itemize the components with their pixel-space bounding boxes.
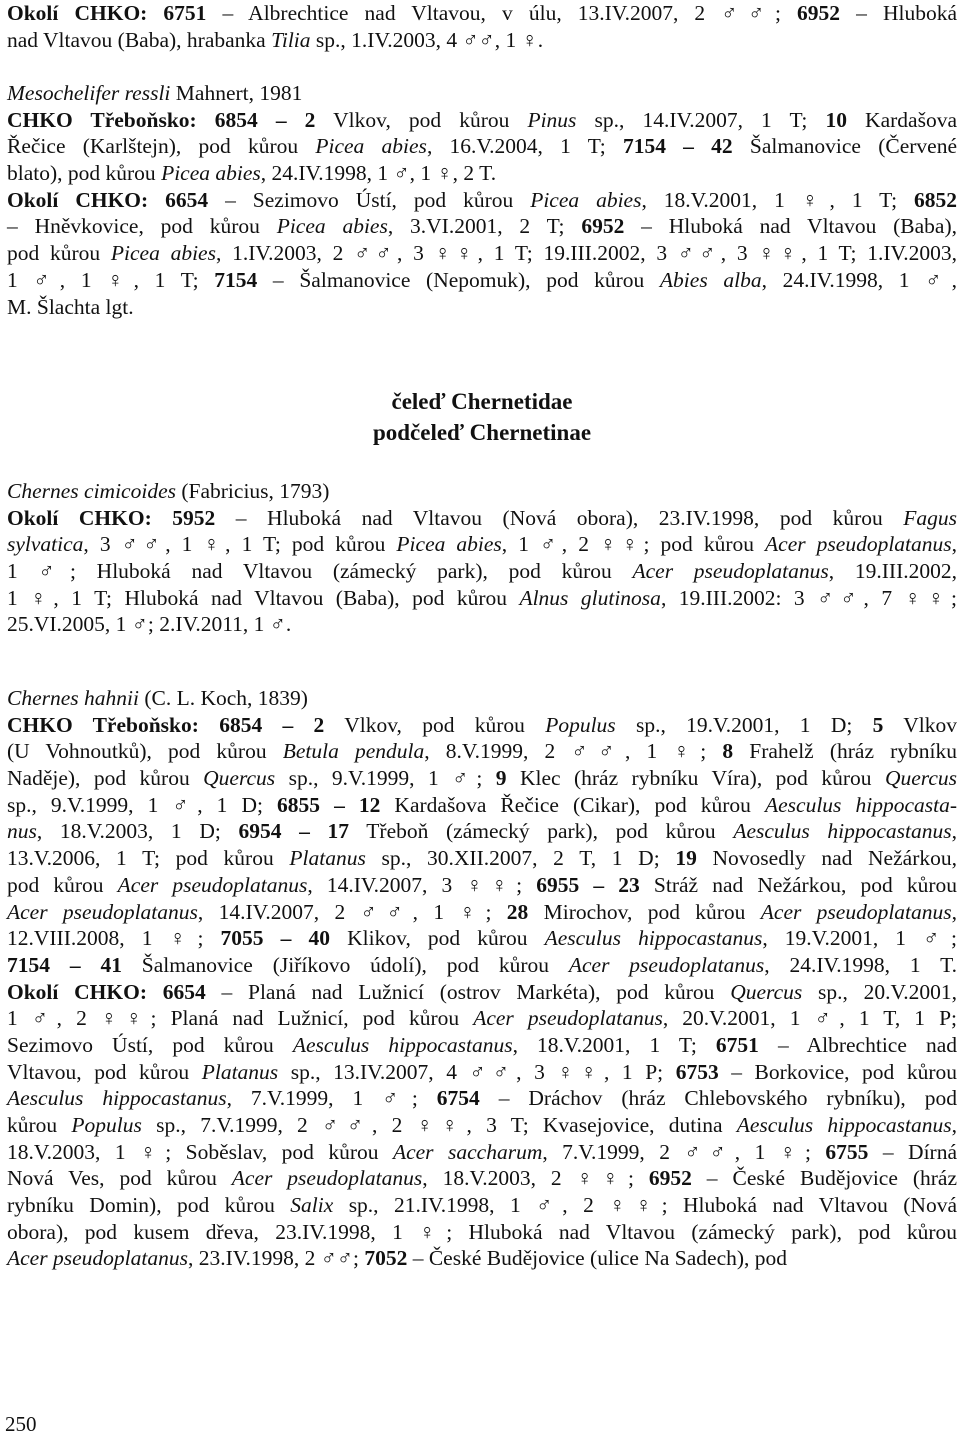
text-segment: – Borkovice, pod kůrou [718, 1059, 958, 1084]
bold-segment: 6952 [581, 214, 625, 239]
text-segment: , 8.V.1999, 2 ♂♂, 1 ♀; [424, 739, 723, 764]
text-line [7, 1085, 957, 1112]
taxon-name: Populus [545, 712, 616, 737]
text-segment: (Fabricius, 1793) [175, 479, 330, 503]
text-line [7, 267, 957, 294]
taxon-name: Chernes cimicoides [7, 479, 176, 503]
taxon-name: Acer pseudoplatanus [765, 532, 952, 557]
text-segment: sp., 21.IV.1998, 1 ♂, 2 ♀♀; Hluboká nad Vltavou (Nová [333, 1193, 957, 1218]
text-line [7, 1219, 957, 1246]
text-segment: , 14.IV.2007, 3 ♀♀; [307, 872, 537, 897]
text-segment: , 3 ♂♂, 1 ♀, 1 T; pod kůrou [83, 532, 397, 557]
text-segment: blato), pod kůrou [7, 161, 162, 186]
heading-subfamily: podčeleď Chernetinae [372, 420, 592, 445]
text-segment: – Albrechtice nad [758, 1032, 957, 1057]
text-segment: Třeboň (zámecký park), pod kůrou [349, 819, 734, 844]
text-segment: sp., 30.XII.2007, 2 T, 1 D; [365, 846, 676, 871]
text-segment: sp., 19.V.2001, 1 D; [615, 712, 873, 737]
taxon-name: Picea abies [276, 214, 388, 239]
text-line [7, 80, 957, 107]
text-segment: sp., 7.V.1999, 2 ♂♂, 2 ♀♀, 3 T; Kvasejovice, dutina [141, 1113, 737, 1137]
bold-segment: 6855 – 12 [277, 792, 381, 817]
text-segment: Frahelž (hráz rybníku [733, 739, 957, 764]
taxon-name: nus [7, 819, 37, 844]
text-segment: sp., 14.IV.2007, 1 T; [576, 107, 826, 132]
taxon-name: Tilia [271, 27, 311, 52]
text-line [7, 765, 957, 792]
text-segment: sp., 9.V.1999, 1 ♂; [275, 766, 496, 791]
text-line [7, 558, 957, 585]
taxon-name: Acer pseudoplatanus [632, 559, 829, 584]
text-line [7, 27, 957, 54]
text-line [7, 979, 957, 1006]
text-line [7, 1059, 957, 1086]
text-segment: , [951, 532, 958, 557]
taxon-name: Mesochelifer ressli [7, 81, 171, 105]
taxon-name: Abies alba [659, 267, 762, 292]
taxon-name: Acer pseudoplatanus [568, 952, 765, 977]
text-line [7, 1192, 957, 1219]
text-segment: Sezimovo Ústí, pod kůrou [7, 1032, 293, 1057]
text-segment: , 18.V.2001, 1 T; [512, 1032, 716, 1057]
taxon-name: Acer pseudoplatanus [473, 1006, 663, 1031]
taxon-name: Picea abies [530, 187, 642, 212]
text-segment: – České Budějovice (ulice Na Sadech), pod [407, 1246, 788, 1271]
text-line [7, 1165, 957, 1192]
taxon-name: Salix [290, 1193, 334, 1218]
bold-segment: 6751 [163, 1, 207, 25]
text-segment: , 24.IV.1998, 1 T. [764, 952, 957, 977]
text-segment: , [951, 1113, 957, 1137]
taxon-name: Aesculus hippocastanus [736, 1113, 952, 1137]
taxon-name: Acer pseudoplatanus [7, 1246, 188, 1271]
taxon-name: Betula pendula [282, 739, 425, 764]
taxon-name: Acer pseudoplatanus [231, 1166, 423, 1191]
bold-segment: 19 [675, 846, 697, 871]
bold-segment: CHKO Třeboňsko: [7, 712, 220, 737]
taxon-name: Quercus [203, 766, 276, 791]
text-segment: – Albrechtice nad Vltavou, v úlu, 13.IV.2007, 2 ♂♂; [206, 1, 798, 25]
text-line [7, 712, 957, 739]
page-number: 250 [5, 1412, 37, 1436]
taxon-name: Picea abies [315, 134, 427, 159]
text-segment: sp., 20.V.2001, [802, 979, 957, 1004]
bold-segment: 5 [872, 712, 884, 737]
text-segment: Šalmanovice (Červené [732, 134, 957, 159]
bold-segment: 9 [495, 766, 507, 791]
bold-segment: 6754 [436, 1086, 480, 1111]
bold-segment: 6755 [825, 1139, 869, 1164]
text-segment: 1 ♂; Hluboká nad Vltavou (zámecký park), pod kůrou [7, 559, 633, 584]
taxon-name: Aesculus hippocasta- [765, 792, 957, 817]
taxon-name: sylvatica [7, 532, 84, 557]
text-segment: , 14.IV.2007, 2 ♂♂, 1 ♀; [197, 899, 507, 924]
text-line [7, 899, 957, 926]
text-segment: – Hluboká [840, 1, 958, 25]
text-segment: Naděje), pod kůrou [7, 766, 204, 791]
text-segment: sp., 13.IV.2007, 4 ♂♂, 3 ♀♀, 1 P; [278, 1059, 676, 1084]
text-segment: , 1 ♂, 2 ♀♀; pod kůrou [501, 532, 766, 557]
text-segment: , 19.V.2001, 1 ♂; [762, 926, 957, 951]
text-segment: , 18.V.2003, 2 ♀♀; [422, 1166, 649, 1191]
taxon-name: Quercus [730, 979, 803, 1004]
text-segment: Vltavou, pod kůrou [7, 1059, 202, 1084]
text-segment: 13.V.2006, 1 T; pod kůrou [7, 846, 290, 871]
text-segment: , 23.IV.1998, 2 ♂♂; [187, 1246, 365, 1271]
bold-segment: 7052 [364, 1246, 408, 1271]
taxon-name: Aesculus hippocastanus [733, 819, 952, 844]
text-line [7, 872, 957, 899]
bold-segment: Okolí CHKO: [7, 1, 164, 25]
text-line [7, 0, 957, 27]
text-line [7, 738, 957, 765]
text-segment: Vlkov [883, 712, 958, 737]
text-segment: , 1.IV.2003, 2 ♂♂, 3 ♀♀, 1 T; 19.III.2002, 3 ♂♂, 3 ♀♀, 1 T; 1.IV.2003, [215, 241, 957, 266]
text-segment: Stráž nad Nežárkou, pod kůrou [639, 872, 957, 897]
text-segment: 12.VIII.2008, 1 ♀; [7, 926, 221, 951]
text-segment: , 20.V.2001, 1 ♂, 1 T, 1 P; [662, 1006, 958, 1031]
taxon-name: Picea abies [396, 532, 502, 557]
taxon-name: Aesculus hippocastanus [7, 1086, 227, 1111]
text-line [7, 1005, 957, 1032]
paragraph-mesochelifer-ressli [7, 80, 957, 320]
text-segment: Kardašova [846, 107, 957, 132]
taxon-name: Picea abies [110, 241, 216, 266]
text-segment: pod kůrou [7, 872, 118, 897]
bold-segment: CHKO Třeboňsko: [7, 107, 215, 132]
bold-segment: 6854 – 2 [219, 712, 325, 737]
bold-segment: 6955 – 23 [536, 872, 640, 897]
paragraph-okoli-chko-1 [7, 0, 957, 53]
text-segment: Šalmanovice (Jiříkovo údolí), pod kůrou [121, 952, 569, 977]
paragraph-chernes-cimicoides [7, 478, 957, 638]
taxon-name: Picea abies [161, 161, 261, 186]
text-segment: 25.VI.2005, 1 ♂; 2.IV.2011, 1 ♂. [7, 612, 292, 637]
text-line [7, 611, 957, 638]
text-segment: nad Vltavou (Baba), hrabanka [7, 27, 272, 52]
text-segment: , [951, 899, 958, 924]
text-segment: Kardašova Řečice (Cikar), pod kůrou [380, 792, 765, 817]
text-segment: , 7.V.1999, 1 ♂; [226, 1086, 437, 1111]
taxon-name: Populus [71, 1113, 142, 1137]
taxon-name: Platanus [289, 846, 366, 871]
text-segment: Nová Ves, pod kůrou [7, 1166, 232, 1191]
text-segment: 18.V.2003, 1 ♀; Soběslav, pod kůrou [7, 1139, 393, 1164]
text-line [7, 187, 957, 214]
taxon-name: Aesculus hippocastanus [292, 1032, 513, 1057]
text-line [7, 1139, 957, 1166]
text-segment: Řečice (Karlštejn), pod kůrou [7, 134, 316, 159]
text-segment: – Hněvkovice, pod kůrou [7, 214, 277, 239]
text-segment: , [951, 819, 958, 844]
text-line [7, 818, 957, 845]
text-line [7, 531, 957, 558]
text-line [7, 294, 957, 321]
text-segment: , 19.III.2002: 3 ♂♂, 7 ♀♀; [660, 585, 957, 610]
text-segment: obora), pod kusem dřeva, 23.IV.1998, 1 ♀; Hluboká nad Vltavou (zámecký park), pod kůrou [7, 1219, 957, 1244]
text-segment: Klikov, pod kůrou [330, 926, 545, 951]
bold-segment: 6952 [797, 1, 841, 25]
text-segment: – České Budějovice (hráz [691, 1166, 957, 1191]
text-segment: kůrou [7, 1113, 72, 1137]
text-segment: , 7.V.1999, 2 ♂♂, 1 ♀; [542, 1139, 826, 1164]
text-segment: – Planá nad Lužnicí (ostrov Markéta), pod kůrou [205, 979, 731, 1004]
text-segment: M. Šlachta lgt. [7, 294, 134, 319]
text-segment: , 3.VI.2001, 2 T; [387, 214, 582, 239]
taxon-name: Pinus [527, 107, 577, 132]
text-segment: – Hluboká nad Vltavou (Nová obora), 23.IV.1998, pod kůrou [215, 505, 904, 530]
bold-segment: 28 [506, 899, 529, 924]
bold-segment: 7154 [214, 267, 258, 292]
taxon-name: Acer pseudoplatanus [117, 872, 308, 897]
text-segment: (U Vohnoutků), pod kůrou [7, 739, 283, 764]
taxon-name: Quercus [884, 766, 957, 791]
bold-segment: Okolí CHKO: [7, 187, 166, 212]
bold-segment: Okolí CHKO: [7, 505, 173, 530]
text-line [7, 952, 957, 979]
text-line [7, 925, 957, 952]
text-segment: – Hluboká nad Vltavou (Baba), [624, 214, 958, 239]
taxon-name: Aesculus hippocastanus [544, 926, 763, 951]
text-line [7, 478, 957, 505]
taxon-name: Alnus glutinosa [519, 585, 661, 610]
text-segment: Novosedly nad Nežárkou, [696, 846, 957, 871]
text-line [7, 792, 957, 819]
taxon-name: Fagus [903, 505, 957, 530]
bold-segment: 7154 – 41 [7, 952, 122, 977]
text-line [7, 685, 957, 712]
heading-family: čeleď Chernetidae [391, 389, 573, 414]
text-segment: , 19.III.2002, [828, 559, 957, 584]
bold-segment: 6952 [648, 1166, 692, 1191]
taxon-name: Chernes hahnii [7, 686, 139, 710]
text-segment: , 16.V.2004, 1 T; [426, 134, 623, 159]
text-segment: sp., 1.IV.2003, 4 ♂♂, 1 ♀. [310, 27, 544, 52]
bold-segment: 6852 [914, 187, 958, 212]
bold-segment: Okolí CHKO: 6654 [7, 979, 206, 1004]
bold-segment: 7055 – 40 [220, 926, 331, 951]
text-line [7, 1112, 957, 1139]
taxon-name: Acer saccharum [392, 1139, 543, 1164]
bold-segment: 6751 [715, 1032, 759, 1057]
text-segment: Vlkov, pod kůrou [315, 107, 528, 132]
text-segment: , 24.IV.1998, 1 ♂, 1 ♀, 2 T. [260, 161, 497, 186]
bold-segment: 10 [825, 107, 847, 132]
text-segment: 1 ♂, 1 ♀, 1 T; [7, 267, 215, 292]
bold-segment: 6954 – 17 [238, 819, 350, 844]
text-line [7, 160, 957, 187]
paragraph-chernes-hahnii [7, 685, 957, 1272]
text-line [7, 240, 957, 267]
text-segment: Mahnert, 1981 [170, 81, 303, 105]
text-segment: , 24.IV.1998, 1 ♂, [761, 267, 957, 292]
bold-segment: 6753 [675, 1059, 719, 1084]
text-segment: , 18.V.2001, 1 ♀, 1 T; [641, 187, 915, 212]
text-line [7, 133, 957, 160]
text-segment: sp., 9.V.1999, 1 ♂, 1 D; [7, 792, 278, 817]
text-segment: rybníku Domin), pod kůrou [7, 1193, 291, 1218]
bold-segment: 6854 – 2 [214, 107, 316, 132]
text-segment: , 18.V.2003, 1 D; [36, 819, 239, 844]
text-line [7, 585, 957, 612]
text-line [7, 107, 957, 134]
text-line [7, 1032, 957, 1059]
text-segment: Vlkov, pod kůrou [324, 712, 546, 737]
text-segment: pod kůrou [7, 241, 111, 266]
text-line [7, 1245, 957, 1272]
text-segment: (C. L. Koch, 1839) [138, 686, 308, 710]
text-segment: Mirochov, pod kůrou [528, 899, 761, 924]
text-line [7, 505, 957, 532]
text-line [7, 845, 957, 872]
text-segment: – Dírná [868, 1139, 958, 1164]
taxon-name: Acer pseudoplatanus [760, 899, 952, 924]
taxon-name: Platanus [201, 1059, 279, 1084]
taxon-name: Acer pseudoplatanus [7, 899, 198, 924]
text-segment: Klec (hráz rybníku Víra), pod kůrou [506, 766, 885, 791]
text-segment: – Sezimovo Ústí, pod kůrou [208, 187, 531, 212]
bold-segment: 6654 [165, 187, 209, 212]
text-segment: – Dráchov (hráz Chlebovského rybníku), pod [479, 1086, 957, 1111]
bold-segment: 5952 [172, 505, 216, 530]
text-line [7, 213, 957, 240]
bold-segment: 8 [722, 739, 734, 764]
text-segment: 1 ♀, 1 T; Hluboká nad Vltavou (Baba), pod kůrou [7, 585, 520, 610]
text-segment: – Šalmanovice (Nepomuk), pod kůrou [257, 267, 660, 292]
bold-segment: 7154 – 42 [622, 134, 733, 159]
text-segment: 1 ♂, 2 ♀♀; Planá nad Lužnicí, pod kůrou [7, 1006, 474, 1031]
